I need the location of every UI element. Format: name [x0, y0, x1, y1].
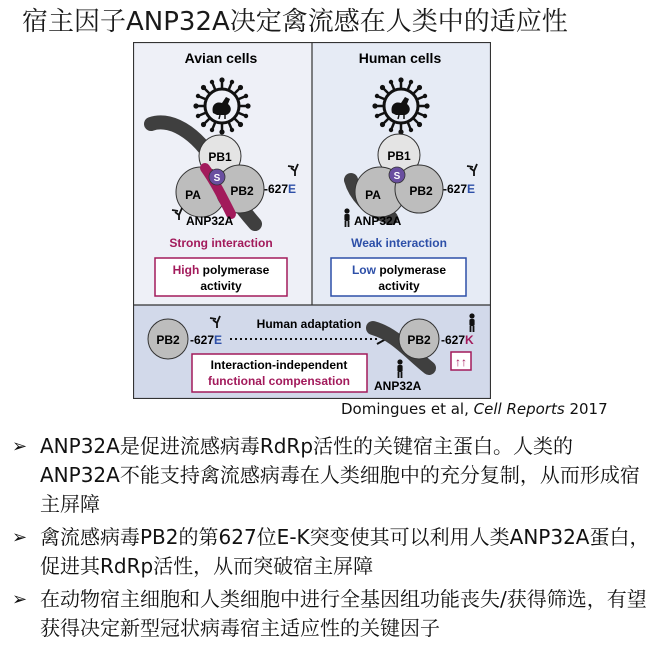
citation [341, 400, 608, 418]
avian-627-prefix: -627 [264, 182, 289, 196]
bullet-item [10, 585, 650, 643]
avian-s-label: S [213, 173, 221, 184]
human-header: Human cells [358, 50, 442, 66]
human-pa-label: PA [365, 188, 381, 202]
human-interaction-label: Weak interaction [351, 236, 447, 250]
adapt-left-627-residue: E [214, 333, 223, 347]
anp32a-figure [133, 42, 491, 399]
adapt-right-627-prefix: -627 [441, 333, 466, 347]
adapt-right-pb2-label: PB2 [407, 333, 431, 347]
avian-pa-label: PA [185, 188, 201, 202]
bullet-arrow-icon: ➢ [12, 589, 28, 610]
human-activity-level: Low [351, 263, 376, 277]
avian-interaction-label: Strong interaction [169, 236, 273, 250]
adapt-up-arrows: ↑↑ [455, 355, 467, 369]
avian-pb1-label: PB1 [208, 150, 232, 164]
bullet-text: 禽流感病毒PB2的第627位E-K突变使其可以利用人类ANP32A蛋白，促进其RdRp活性，从而突破宿主屏障 [40, 525, 650, 578]
avian-activity-line1 [173, 263, 270, 277]
avian-pb2-label: PB2 [230, 184, 254, 198]
human-activity-suffix: polymerase [379, 263, 447, 277]
human-activity-line2: activity [378, 279, 420, 293]
avian-activity-suffix: polymerase [202, 263, 270, 277]
citation-journal: Cell Reports [473, 400, 565, 418]
human-anp32a-label: ANP32A [354, 214, 402, 228]
compensation-line2: functional compensation [207, 374, 351, 388]
human-627-residue: E [467, 182, 476, 196]
avian-627-residue: E [288, 182, 297, 196]
human-s-label: S [393, 171, 401, 182]
adapt-left-pb2-label: PB2 [156, 333, 180, 347]
human-activity-line1 [352, 263, 446, 277]
citation-authors: Domingues et al, [341, 400, 474, 418]
avian-anp32a-label: ANP32A [186, 214, 234, 228]
bullet-arrow-icon: ➢ [12, 527, 28, 548]
human-pb1-label: PB1 [387, 149, 411, 163]
citation-year: 2017 [564, 400, 608, 418]
human-627-prefix: -627 [443, 182, 468, 196]
bullet-text: ANP32A是促进流感病毒RdRp活性的关键宿主蛋白。人类的ANP32A不能支持禽流感病毒在人类细胞中的充分复制，从而形成宿主屏障 [40, 434, 640, 516]
avian-activity-level: High [172, 263, 200, 277]
bullet-item [10, 523, 650, 581]
bullet-arrow-icon: ➢ [12, 436, 28, 457]
figure-svg [133, 42, 491, 399]
adapt-arrow-label: Human adaptation [256, 317, 362, 331]
bullet-list [10, 432, 650, 647]
virus-chicken-icon [193, 77, 250, 134]
bullet-item [10, 432, 650, 519]
bullet-text: 在动物宿主细胞和人类细胞中进行全基因组功能丧失/获得筛选，有望获得决定新型冠状病毒宿主适应性的关键因子 [40, 587, 647, 640]
avian-activity-line2: activity [200, 279, 242, 293]
adapt-anp32a-label: ANP32A [374, 379, 422, 393]
slide-title: 宿主因子ANP32A决定禽流感在人类中的适应性 [22, 7, 568, 37]
avian-header: Avian cells [184, 50, 258, 66]
compensation-line1: Interaction-independent [210, 358, 348, 372]
virus-chicken-icon-human [372, 77, 429, 134]
human-pb2-label: PB2 [409, 184, 433, 198]
adapt-left-627-prefix: -627 [190, 333, 215, 347]
adapt-right-627-residue: K [465, 333, 474, 347]
